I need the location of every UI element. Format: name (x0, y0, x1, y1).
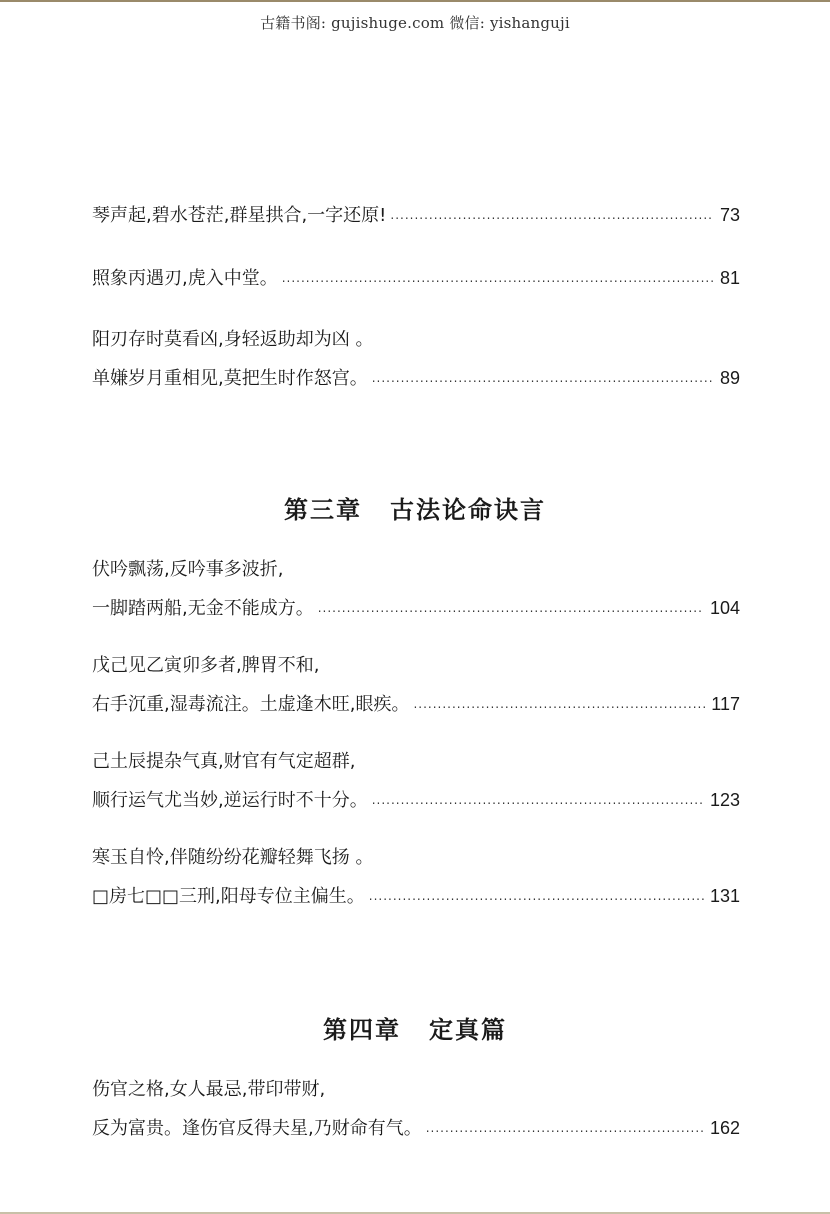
dot-leader (372, 366, 714, 390)
toc-entry-text: 伏吟飘荡,反吟事多波折, (92, 559, 284, 580)
dot-leader (318, 596, 704, 620)
page-number: 89 (719, 368, 740, 388)
toc-line (92, 596, 740, 620)
chapter-title: 定真篇 (429, 1016, 507, 1044)
toc-entry-text: 己土辰提杂气真,财官有气定超群, (92, 751, 356, 772)
toc-entry[interactable] (92, 328, 740, 390)
page-number: 81 (719, 268, 740, 288)
toc-line (92, 788, 740, 812)
toc-line (92, 750, 740, 774)
toc-entry-text: 右手沉重,湿毒流注。土虚逢木旺,眼疾。 (92, 694, 410, 715)
toc-entry-text: 戊己见乙寅卯多者,脾胃不和, (92, 655, 320, 676)
toc-line (92, 692, 740, 716)
toc-line (92, 654, 740, 678)
dot-leader (390, 203, 714, 227)
toc-line (92, 366, 740, 390)
chapter-number: 第四章 (323, 1016, 401, 1044)
chapter-number: 第三章 (284, 496, 362, 524)
toc-line (92, 328, 740, 352)
toc-entry-text: 阳刃存时莫看凶,身轻返助却为凶 。 (92, 329, 374, 350)
toc-entry[interactable] (92, 654, 740, 716)
toc-entry-text: 伤官之格,女人最忌,带印带财, (92, 1079, 326, 1100)
dot-leader (426, 1116, 704, 1140)
toc-entry-text: 单嫌岁月重相见,莫把生时作怒宫。 (92, 368, 368, 389)
toc-entry[interactable] (92, 266, 740, 290)
page-number: 162 (709, 1118, 740, 1138)
chapter-heading (0, 1010, 830, 1045)
toc-line (92, 846, 740, 870)
toc-entry-text: 反为富贵。逢伤官反得夫星,乃财命有气。 (92, 1118, 422, 1139)
toc-entry-text: 琴声起,碧水苍茫,群星拱合,一字还原! (92, 205, 387, 226)
chapter-heading (0, 490, 830, 525)
toc-line (92, 1116, 740, 1140)
toc-entry[interactable] (92, 846, 740, 908)
toc-line (92, 266, 740, 290)
toc-entry[interactable] (92, 203, 740, 227)
top-border (0, 0, 830, 2)
toc-line (92, 884, 740, 908)
dot-leader (413, 692, 705, 716)
toc-entry-text: 一脚踏两船,无金不能成方。 (92, 598, 314, 619)
toc-entry[interactable] (92, 1078, 740, 1140)
page-number: 117 (711, 694, 740, 714)
toc-entry[interactable] (92, 750, 740, 812)
chapter-title: 古法论命诀言 (390, 496, 546, 524)
dot-leader (282, 266, 714, 290)
dot-leader (372, 788, 704, 812)
toc-line (92, 558, 740, 582)
toc-entry[interactable] (92, 558, 740, 620)
dot-leader (369, 884, 704, 908)
page-number: 123 (709, 790, 740, 810)
toc-entry-text: □房七□□三刑,阳母专位主偏生。 (92, 886, 365, 907)
watermark-text: 古籍书阁: gujishuge.com 微信: yishanguji (260, 14, 570, 32)
page-number: 104 (709, 598, 740, 618)
toc-entry-text: 照象丙遇刃,虎入中堂。 (92, 268, 278, 289)
toc-entry-text: 顺行运气尤当妙,逆运行时不十分。 (92, 790, 368, 811)
toc-line (92, 203, 740, 227)
page-number: 131 (709, 886, 740, 906)
page-number: 73 (719, 205, 740, 225)
toc-entry-text: 寒玉自怜,伴随纷纷花瓣轻舞飞扬 。 (92, 847, 374, 868)
toc-line (92, 1078, 740, 1102)
